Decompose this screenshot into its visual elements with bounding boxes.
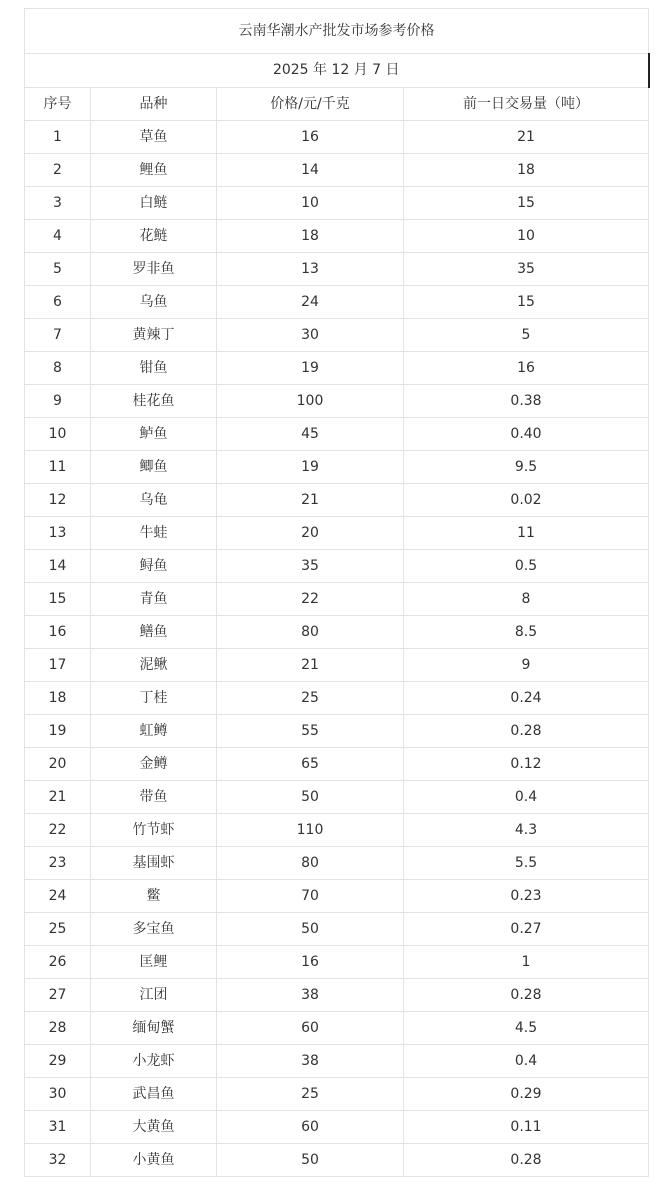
cell-index: 29 [25,1045,91,1078]
header-index: 序号 [25,88,91,121]
table-row [25,352,649,385]
table-row [25,253,649,286]
cell-variety: 小黄鱼 [91,1144,217,1177]
cell-variety: 鲤鱼 [91,154,217,187]
table-row [25,583,649,616]
table-row [25,781,649,814]
cell-variety: 桂花鱼 [91,385,217,418]
cell-variety: 江团 [91,979,217,1012]
cell-index: 9 [25,385,91,418]
cell-price: 50 [217,1144,404,1177]
table-row [25,517,649,550]
cell-index: 15 [25,583,91,616]
cell-price: 80 [217,847,404,880]
cell-price: 50 [217,781,404,814]
cell-volume: 16 [404,352,649,385]
cell-price: 13 [217,253,404,286]
table-row [25,814,649,847]
cell-volume: 4.3 [404,814,649,847]
cell-price: 19 [217,451,404,484]
cell-price: 22 [217,583,404,616]
cell-variety: 草鱼 [91,121,217,154]
cell-variety: 缅甸蟹 [91,1012,217,1045]
cell-price: 70 [217,880,404,913]
cell-volume: 1 [404,946,649,979]
cell-price: 100 [217,385,404,418]
cell-price: 25 [217,682,404,715]
cell-variety: 鲟鱼 [91,550,217,583]
cell-variety: 白鲢 [91,187,217,220]
cell-volume: 5.5 [404,847,649,880]
cell-volume: 0.27 [404,913,649,946]
cell-price: 60 [217,1111,404,1144]
cell-volume: 0.24 [404,682,649,715]
table-row [25,286,649,319]
table-row [25,880,649,913]
cell-volume: 15 [404,286,649,319]
table-row [25,385,649,418]
cell-volume: 15 [404,187,649,220]
table-row [25,715,649,748]
table-row [25,946,649,979]
table-row [25,1144,649,1177]
cell-price: 14 [217,154,404,187]
cell-volume: 0.38 [404,385,649,418]
table-row [25,913,649,946]
header-price: 价格/元/千克 [217,88,404,121]
cell-index: 24 [25,880,91,913]
cell-volume: 11 [404,517,649,550]
cell-index: 23 [25,847,91,880]
table-row [25,154,649,187]
cell-volume: 0.23 [404,880,649,913]
table-row [25,1111,649,1144]
cell-volume: 0.12 [404,748,649,781]
cell-variety: 青鱼 [91,583,217,616]
cell-price: 80 [217,616,404,649]
cell-variety: 武昌鱼 [91,1078,217,1111]
cell-index: 1 [25,121,91,154]
header-variety: 品种 [91,88,217,121]
cell-volume: 8.5 [404,616,649,649]
cell-price: 10 [217,187,404,220]
cell-volume: 5 [404,319,649,352]
cell-variety: 花鲢 [91,220,217,253]
cell-price: 21 [217,649,404,682]
table-row [25,187,649,220]
cell-price: 35 [217,550,404,583]
cell-index: 27 [25,979,91,1012]
cell-variety: 牛蛙 [91,517,217,550]
cell-index: 17 [25,649,91,682]
cell-volume: 0.4 [404,781,649,814]
cell-price: 110 [217,814,404,847]
cell-price: 16 [217,121,404,154]
table-row [25,220,649,253]
cell-index: 3 [25,187,91,220]
cell-index: 30 [25,1078,91,1111]
cell-variety: 鲈鱼 [91,418,217,451]
cell-volume: 0.11 [404,1111,649,1144]
table-row [25,979,649,1012]
cell-variety: 带鱼 [91,781,217,814]
cell-volume: 9 [404,649,649,682]
cell-index: 8 [25,352,91,385]
cell-volume: 35 [404,253,649,286]
cell-volume: 0.28 [404,715,649,748]
cell-price: 65 [217,748,404,781]
cell-price: 30 [217,319,404,352]
table-title: 云南华潮水产批发市场参考价格 [25,9,649,54]
cell-price: 21 [217,484,404,517]
cell-variety: 乌鱼 [91,286,217,319]
cell-variety: 乌龟 [91,484,217,517]
cell-index: 11 [25,451,91,484]
table-row [25,1078,649,1111]
cell-variety: 虹鳟 [91,715,217,748]
cell-volume: 21 [404,121,649,154]
cell-index: 22 [25,814,91,847]
cell-variety: 多宝鱼 [91,913,217,946]
cell-index: 13 [25,517,91,550]
cell-volume: 0.40 [404,418,649,451]
cell-index: 10 [25,418,91,451]
table-row [25,550,649,583]
cell-variety: 金鳟 [91,748,217,781]
cell-variety: 大黄鱼 [91,1111,217,1144]
cell-variety: 泥鳅 [91,649,217,682]
cell-price: 18 [217,220,404,253]
cell-volume: 0.5 [404,550,649,583]
cell-price: 50 [217,913,404,946]
cell-volume: 9.5 [404,451,649,484]
price-table [24,8,650,1177]
cell-price: 45 [217,418,404,451]
cell-price: 38 [217,979,404,1012]
cell-index: 6 [25,286,91,319]
cell-index: 2 [25,154,91,187]
cell-volume: 0.28 [404,979,649,1012]
cell-index: 21 [25,781,91,814]
cell-variety: 基围虾 [91,847,217,880]
cell-variety: 丁桂 [91,682,217,715]
table-row [25,616,649,649]
table-body [25,121,649,1177]
cell-index: 4 [25,220,91,253]
cell-variety: 罗非鱼 [91,253,217,286]
cell-price: 38 [217,1045,404,1078]
cell-variety: 钳鱼 [91,352,217,385]
cell-index: 19 [25,715,91,748]
header-volume: 前一日交易量（吨） [404,88,649,121]
cell-price: 20 [217,517,404,550]
table-row [25,1012,649,1045]
cell-price: 16 [217,946,404,979]
cell-index: 25 [25,913,91,946]
cell-price: 60 [217,1012,404,1045]
cell-volume: 0.4 [404,1045,649,1078]
cell-price: 55 [217,715,404,748]
title-row [25,9,649,54]
cell-variety: 黄辣丁 [91,319,217,352]
cell-volume: 0.02 [404,484,649,517]
cell-volume: 4.5 [404,1012,649,1045]
cell-volume: 18 [404,154,649,187]
cell-volume: 0.28 [404,1144,649,1177]
cell-price: 24 [217,286,404,319]
table-row [25,1045,649,1078]
header-row [25,88,649,121]
table-row [25,847,649,880]
cell-variety: 鳖 [91,880,217,913]
cell-index: 31 [25,1111,91,1144]
cell-index: 28 [25,1012,91,1045]
cell-variety: 竹节虾 [91,814,217,847]
cell-index: 20 [25,748,91,781]
cell-index: 32 [25,1144,91,1177]
cell-index: 18 [25,682,91,715]
table-row [25,649,649,682]
table-row [25,121,649,154]
table-row [25,484,649,517]
cell-variety: 鳝鱼 [91,616,217,649]
table-row [25,682,649,715]
cell-index: 16 [25,616,91,649]
cell-price: 19 [217,352,404,385]
cell-index: 14 [25,550,91,583]
table-row [25,319,649,352]
table-row [25,748,649,781]
cell-volume: 8 [404,583,649,616]
price-table-container [24,8,648,1177]
cell-volume: 0.29 [404,1078,649,1111]
cell-variety: 小龙虾 [91,1045,217,1078]
table-row [25,451,649,484]
cell-index: 5 [25,253,91,286]
table-row [25,418,649,451]
cell-index: 12 [25,484,91,517]
cell-price: 25 [217,1078,404,1111]
table-date: 2025 年 12 月 7 日 [25,54,649,88]
cell-index: 7 [25,319,91,352]
cell-variety: 匡鲤 [91,946,217,979]
date-row [25,54,649,88]
cell-index: 26 [25,946,91,979]
cell-variety: 鲫鱼 [91,451,217,484]
cell-volume: 10 [404,220,649,253]
